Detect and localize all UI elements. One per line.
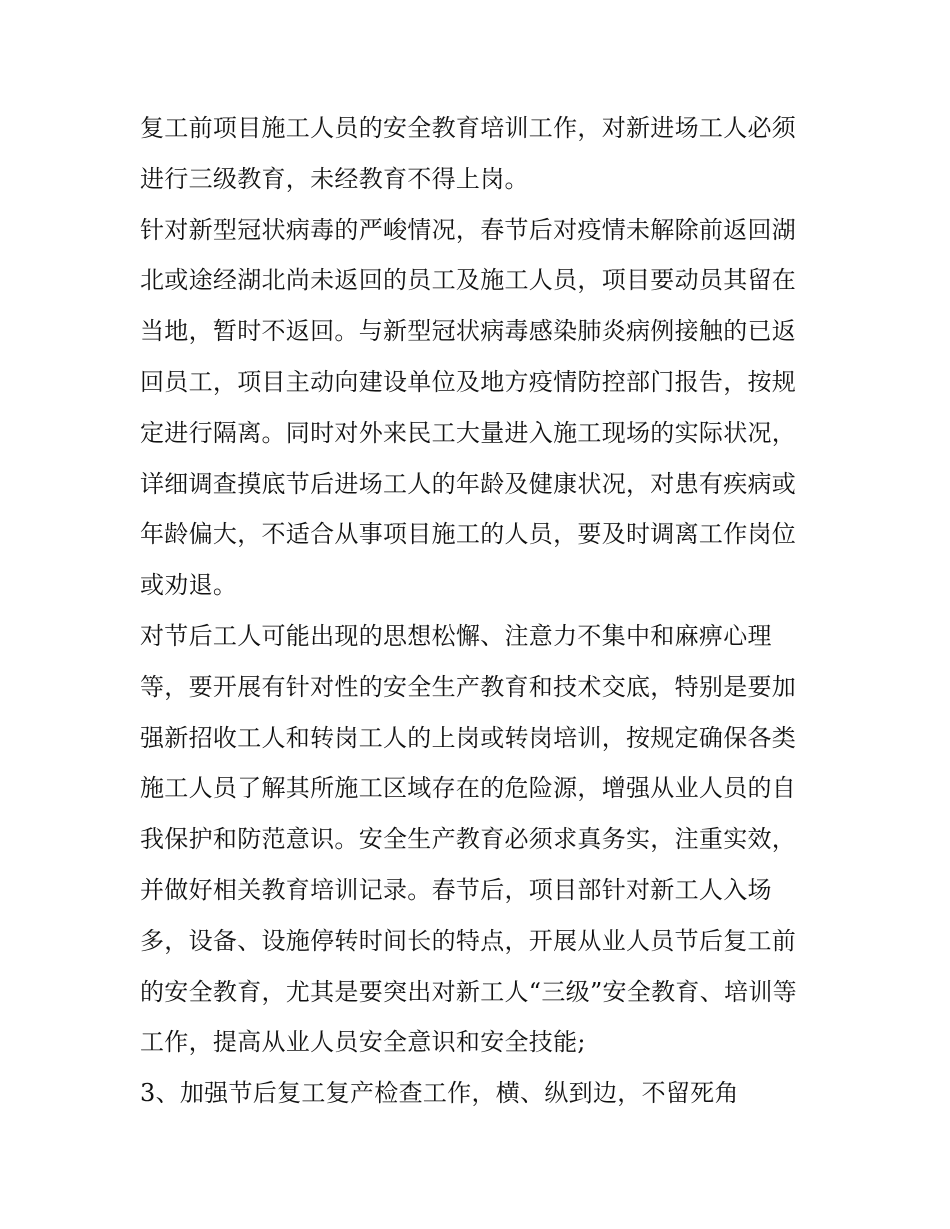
text-line: 北或途经湖北尚未返回的员工及施工人员，项目要动员其留在 <box>140 266 797 295</box>
text-line: 我保护和防范意识。安全生产教育必须求真务实，注重实效， <box>140 825 797 854</box>
document-body <box>140 103 820 1119</box>
text-line: 当地，暂时不返回。与新型冠状病毒感染肺炎病例接触的已返 <box>140 317 797 346</box>
text-line: 等，要开展有针对性的安全生产教育和技术交底，特别是要加 <box>140 672 797 701</box>
text-line: 复工前项目施工人员的安全教育培训工作，对新进场工人必须 <box>140 114 797 142</box>
text-line: 或劝退。 <box>140 571 238 600</box>
text-line: 强新招收工人和转岗工人的上岗或转岗培训，按规定确保各类 <box>140 723 797 752</box>
text-line: 对节后工人可能出现的思想松懈、注意力不集中和麻痹心理 <box>140 621 772 650</box>
text-line: 施工人员了解其所施工区域存在的危险源，增强从业人员的自 <box>140 774 797 803</box>
text-line: 定进行隔离。同时对外来民工大量进入施工现场的实际状况， <box>140 418 797 447</box>
text-line: 的安全教育，尤其是要突出对新工人“三级”安全教育、培训等 <box>140 977 797 1006</box>
text-line: 进行三级教育，未经教育不得上岗。 <box>140 164 529 193</box>
text-line: 工作，提高从业人员安全意识和安全技能; <box>140 1028 586 1057</box>
text-line: 针对新型冠状病毒的严峻情况，春节后对疫情未解除前返回湖 <box>140 215 797 244</box>
text-line: 多，设备、设施停转时间长的特点，开展从业人员节后复工前 <box>140 926 797 955</box>
text-line: 回员工，项目主动向建设单位及地方疫情防控部门报告，按规 <box>140 367 797 396</box>
text-line: 并做好相关教育培训记录。春节后，项目部针对新工人入场 <box>140 875 772 904</box>
text-line: 详细调查摸底节后进场工人的年龄及健康状况，对患有疾病或 <box>140 469 797 498</box>
section-heading-3: 3、加强节后复工复产检查工作，横、纵到边，不留死角 <box>140 1079 739 1108</box>
text-line: 年龄偏大，不适合从事项目施工的人员，要及时调离工作岗位 <box>140 520 797 549</box>
